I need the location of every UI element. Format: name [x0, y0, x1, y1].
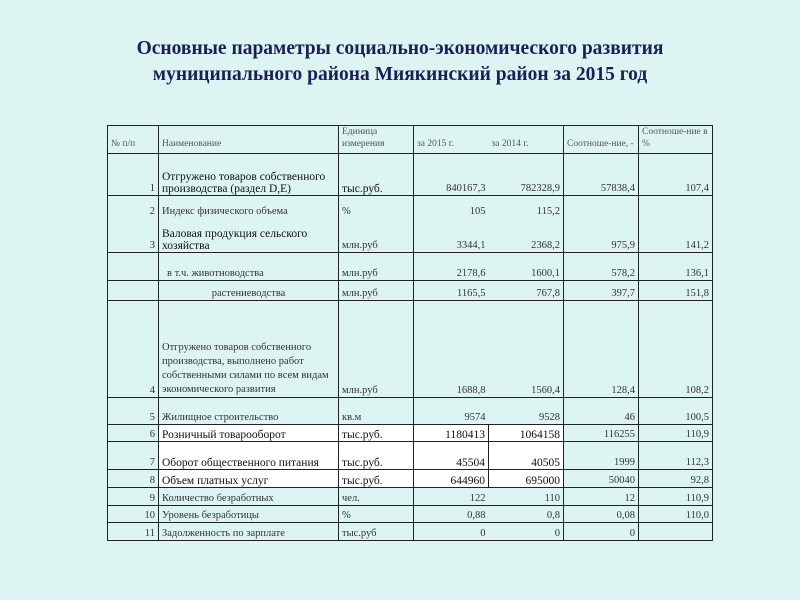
table-row [108, 523, 713, 541]
cell-2015: 0,88 [414, 506, 489, 523]
cell-pct: 112,3 [639, 442, 713, 470]
cell-unit: % [339, 196, 414, 218]
cell-2014: 0 [489, 523, 564, 541]
cell-no: 8 [108, 470, 159, 488]
cell-unit: % [339, 506, 414, 523]
cell-name: в т.ч. животноводства [159, 253, 339, 281]
cell-no: 11 [108, 523, 159, 541]
header-no: № п/п [108, 126, 159, 154]
cell-no: 1 [108, 154, 159, 196]
cell-2014: 1600,1 [489, 253, 564, 281]
cell-name: Объем платных услуг [159, 470, 339, 488]
cell-diff: 0,08 [564, 506, 639, 523]
cell-2015: 1165,5 [414, 281, 489, 301]
cell-no: 7 [108, 442, 159, 470]
cell-name: растениеводства [159, 281, 339, 301]
cell-2015: 105 [414, 196, 489, 218]
cell-2015: 122 [414, 488, 489, 506]
cell-2014: 115,2 [489, 196, 564, 218]
cell-diff: 0 [564, 523, 639, 541]
table-row [108, 442, 713, 470]
cell-unit: тыс.руб. [339, 425, 414, 442]
cell-pct: 108,2 [639, 301, 713, 398]
cell-diff: 12 [564, 488, 639, 506]
cell-name: Количество безработных [159, 488, 339, 506]
title-line-2: муниципального района Миякинский район за 2015 год [152, 64, 648, 85]
cell-no: 3 [108, 218, 159, 253]
cell-no: 2 [108, 196, 159, 218]
cell-2014: 1064158 [489, 425, 564, 442]
parameters-table [107, 125, 713, 541]
header-diff: Соотноше-ние, - [564, 126, 639, 154]
cell-no [108, 281, 159, 301]
table-row [108, 301, 713, 398]
cell-unit: тыс.руб [339, 523, 414, 541]
cell-unit: млн.руб [339, 301, 414, 398]
header-unit: Единица измерения [339, 126, 414, 154]
title-line-1: Основные параметры социально-экономического развития [136, 38, 664, 59]
cell-diff: 578,2 [564, 253, 639, 281]
cell-2014: 782328,9 [489, 154, 564, 196]
table-row [108, 398, 713, 425]
cell-2015: 0 [414, 523, 489, 541]
cell-name: Отгружено товаров собственного производства, выполнено работ собственными силами по всем видам экономического развития [159, 301, 339, 398]
cell-2014: 2368,2 [489, 218, 564, 253]
cell-diff [564, 196, 639, 218]
cell-diff: 50040 [564, 470, 639, 488]
cell-pct: 141,2 [639, 218, 713, 253]
cell-name: Задолженность по зарплате [159, 523, 339, 541]
cell-name: Жилищное строительство [159, 398, 339, 425]
cell-no: 4 [108, 301, 159, 398]
cell-diff: 1999 [564, 442, 639, 470]
cell-name: Розничный товарооборот [159, 425, 339, 442]
cell-2014: 767,8 [489, 281, 564, 301]
table-header-row [108, 126, 713, 154]
cell-name: Индекс физического объема [159, 196, 339, 218]
cell-diff: 397,7 [564, 281, 639, 301]
cell-no [108, 253, 159, 281]
header-2014: за 2014 г. [489, 126, 564, 154]
table-row [108, 488, 713, 506]
cell-pct: 110,9 [639, 488, 713, 506]
cell-no: 10 [108, 506, 159, 523]
cell-2015: 840167,3 [414, 154, 489, 196]
cell-unit: тыс.руб. [339, 154, 414, 196]
cell-unit: млн.руб [339, 281, 414, 301]
cell-2014: 1560,4 [489, 301, 564, 398]
cell-2015: 2178,6 [414, 253, 489, 281]
cell-2015: 644960 [414, 470, 489, 488]
page-title [0, 36, 800, 88]
cell-no: 6 [108, 425, 159, 442]
cell-name: Валовая продукция сельского хозяйства [159, 218, 339, 253]
cell-diff: 975,9 [564, 218, 639, 253]
cell-2014: 9528 [489, 398, 564, 425]
cell-diff: 128,4 [564, 301, 639, 398]
cell-pct: 151,8 [639, 281, 713, 301]
header-2015: за 2015 г. [414, 126, 489, 154]
cell-pct: 107,4 [639, 154, 713, 196]
cell-no: 5 [108, 398, 159, 425]
cell-name: Отгружено товаров собственного производства (раздел D,E) [159, 154, 339, 196]
cell-pct [639, 523, 713, 541]
cell-pct [639, 196, 713, 218]
table-row [108, 154, 713, 196]
cell-unit: тыс.руб. [339, 442, 414, 470]
table-row [108, 470, 713, 488]
cell-pct: 110,0 [639, 506, 713, 523]
cell-unit: тыс.руб. [339, 470, 414, 488]
cell-diff: 116255 [564, 425, 639, 442]
cell-2015: 1180413 [414, 425, 489, 442]
cell-2015: 1688,8 [414, 301, 489, 398]
cell-2014: 695000 [489, 470, 564, 488]
header-pct: Соотноше-ние в % [639, 126, 713, 154]
table-row [108, 196, 713, 218]
cell-unit: млн.руб [339, 253, 414, 281]
header-name: Наименование [159, 126, 339, 154]
cell-name: Оборот общественного питания [159, 442, 339, 470]
table-row [108, 253, 713, 281]
cell-pct: 100,5 [639, 398, 713, 425]
cell-unit: чел. [339, 488, 414, 506]
cell-diff: 46 [564, 398, 639, 425]
cell-pct: 110,9 [639, 425, 713, 442]
cell-diff: 57838,4 [564, 154, 639, 196]
cell-2014: 110 [489, 488, 564, 506]
table-row [108, 218, 713, 253]
table-row [108, 506, 713, 523]
cell-pct: 136,1 [639, 253, 713, 281]
cell-2014: 0,8 [489, 506, 564, 523]
cell-2014: 40505 [489, 442, 564, 470]
cell-pct: 92,8 [639, 470, 713, 488]
cell-name: Уровень безработицы [159, 506, 339, 523]
cell-2015: 45504 [414, 442, 489, 470]
cell-2015: 9574 [414, 398, 489, 425]
cell-no: 9 [108, 488, 159, 506]
table-row [108, 425, 713, 442]
cell-unit: млн.руб [339, 218, 414, 253]
cell-unit: кв.м [339, 398, 414, 425]
cell-2015: 3344,1 [414, 218, 489, 253]
table-row [108, 281, 713, 301]
